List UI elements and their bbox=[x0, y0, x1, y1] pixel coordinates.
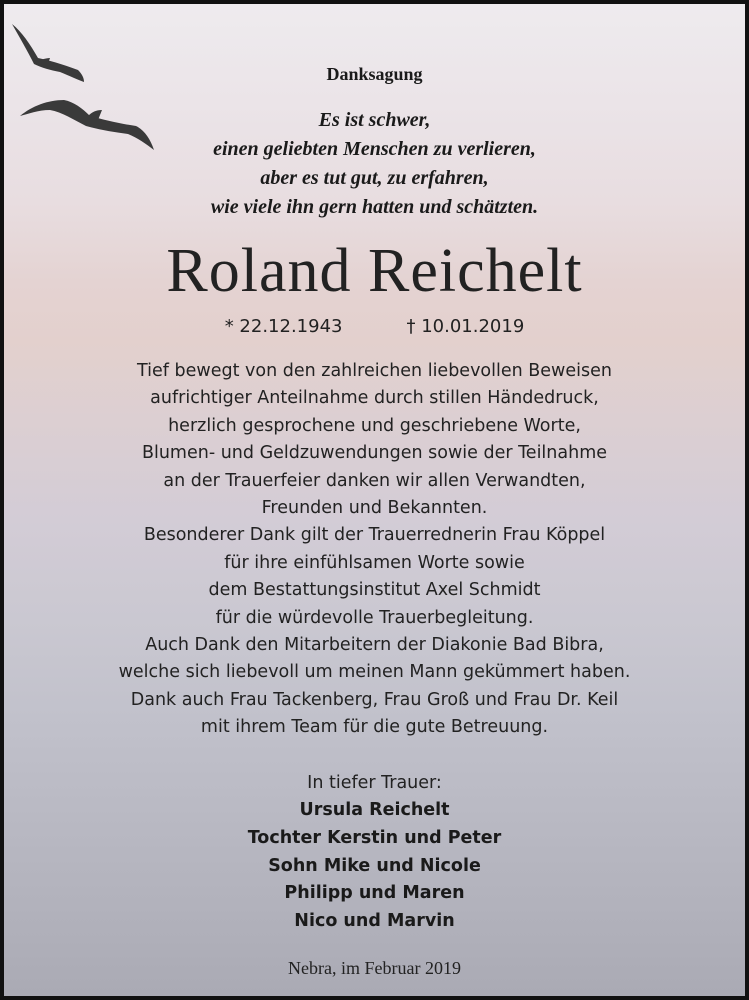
notice-heading: Danksagung bbox=[326, 64, 423, 84]
mourning-intro: In tiefer Trauer: bbox=[307, 773, 442, 793]
thanks-line: mit ihrem Team für die gute Betreuung. bbox=[200, 717, 549, 738]
quote-line: aber es tut gut, zu erfahren, bbox=[260, 167, 489, 189]
mourners-list bbox=[4, 797, 745, 936]
thanks-line: Dank auch Frau Tackenberg, Frau Groß und Frau Dr. Keil bbox=[130, 689, 619, 710]
mourner-name: Philipp und Maren bbox=[284, 883, 465, 904]
thanks-text bbox=[4, 358, 745, 742]
thanks-line: für die würdevolle Trauerbegleitung. bbox=[215, 607, 534, 628]
thanks-line: Blumen- und Geldzuwendungen sowie der Teilnahme bbox=[141, 443, 608, 464]
mourner-name: Tochter Kerstin und Peter bbox=[247, 827, 502, 848]
thanks-line: Auch Dank den Mitarbeitern der Diakonie Bad Bibra, bbox=[145, 635, 604, 656]
thanks-line: für ihre einfühlsamen Worte sowie bbox=[224, 552, 525, 573]
mourner-name: Nico und Marvin bbox=[294, 911, 455, 932]
death-date: † 10.01.2019 bbox=[406, 316, 525, 337]
quote-line: einen geliebten Menschen zu verlieren, bbox=[213, 138, 536, 160]
thanks-line: Freunden und Bekannten. bbox=[261, 498, 488, 519]
thanks-line: welche sich liebevoll um meinen Mann gekümmert haben. bbox=[118, 662, 631, 683]
quote-line: wie viele ihn gern hatten und schätzten. bbox=[210, 196, 539, 218]
place-date: Nebra, im Februar 2019 bbox=[288, 958, 461, 978]
birth-date: * 22.12.1943 bbox=[224, 316, 343, 337]
thanks-line: herzlich gesprochene und geschriebene Worte, bbox=[168, 415, 581, 436]
thanks-line: an der Trauerfeier danken wir allen Verwandten, bbox=[163, 470, 586, 491]
thanks-line: dem Bestattungsinstitut Axel Schmidt bbox=[208, 580, 541, 601]
thanks-line: aufrichtiger Anteilnahme durch stillen Händedruck, bbox=[150, 388, 599, 409]
thanks-line: Tief bewegt von den zahlreichen liebevollen Beweisen bbox=[137, 361, 612, 381]
thanks-line: Besonderer Dank gilt der Trauerrednerin Frau Köppel bbox=[143, 525, 606, 546]
quote-line: Es ist schwer, bbox=[318, 109, 431, 131]
life-dates bbox=[4, 316, 745, 337]
mourner-name: Sohn Mike und Nicole bbox=[268, 855, 481, 876]
quote-block bbox=[4, 106, 745, 222]
deceased-name: Roland Reichelt bbox=[166, 237, 583, 305]
mourner-name: Ursula Reichelt bbox=[299, 800, 450, 820]
